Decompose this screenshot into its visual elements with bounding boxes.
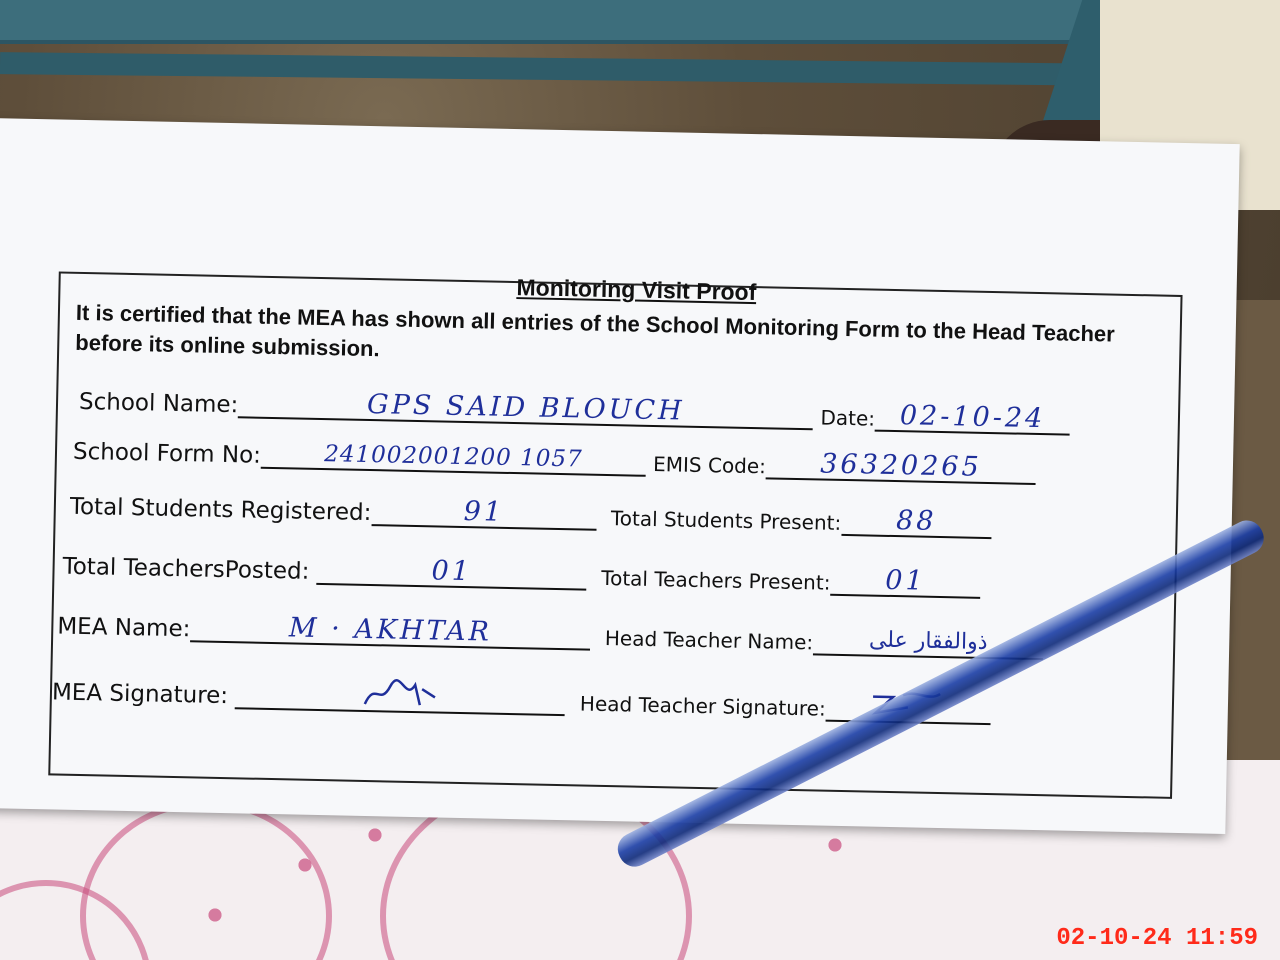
total-teachers-posted-label: Total TeachersPosted: [62,553,310,585]
total-students-registered-label: Total Students Registered: [69,493,372,527]
total-teachers-present-label: Total Teachers Present: [601,565,831,595]
emis-code-value: 36320265 [766,449,1037,485]
school-form-no-value: 241002001200 1057 [261,439,647,477]
mea-signature-label: MEA Signature: [51,679,229,710]
form-title: Monitoring Visit Proof [516,274,757,306]
school-name-label: School Name: [78,388,239,419]
photo-timestamp: 02-10-24 11:59 [1056,925,1258,952]
school-form-no-label: School Form No: [72,438,262,469]
bench-seat [0,0,1140,44]
head-teacher-name-label: Head Teacher Name: [604,625,814,655]
total-students-present-value: 88 [841,506,992,539]
total-teachers-posted-value: 01 [316,555,587,591]
flower-motif [360,820,390,850]
school-name-value: GPS SAID BLOUCH [238,388,814,430]
mea-name-label: MEA Name: [57,613,191,643]
total-students-registered-value: 91 [371,496,597,531]
flower-motif [290,850,320,880]
total-students-present-label: Total Students Present: [610,506,842,535]
head-teacher-signature-label: Head Teacher Signature: [579,691,826,721]
mea-name-value: M · AKHTAR [190,612,591,650]
form-paper [0,118,1240,834]
date-value: 02-10-24 [875,402,1071,436]
head-teacher-name-value: ذوالفقار علی [813,625,1044,660]
date-label: Date: [820,405,876,431]
flower-motif [200,900,230,930]
mea-signature-scribble [360,676,441,710]
total-teachers-present-value: 01 [830,566,981,599]
mea-signature-line [235,673,566,716]
certification-text: It is certified that the MEA has shown all entries of the School Monitoring Form to the Head Teacher before its online submission. [75,299,1115,362]
flower-motif [820,830,850,860]
emis-code-label: EMIS Code: [652,451,767,479]
